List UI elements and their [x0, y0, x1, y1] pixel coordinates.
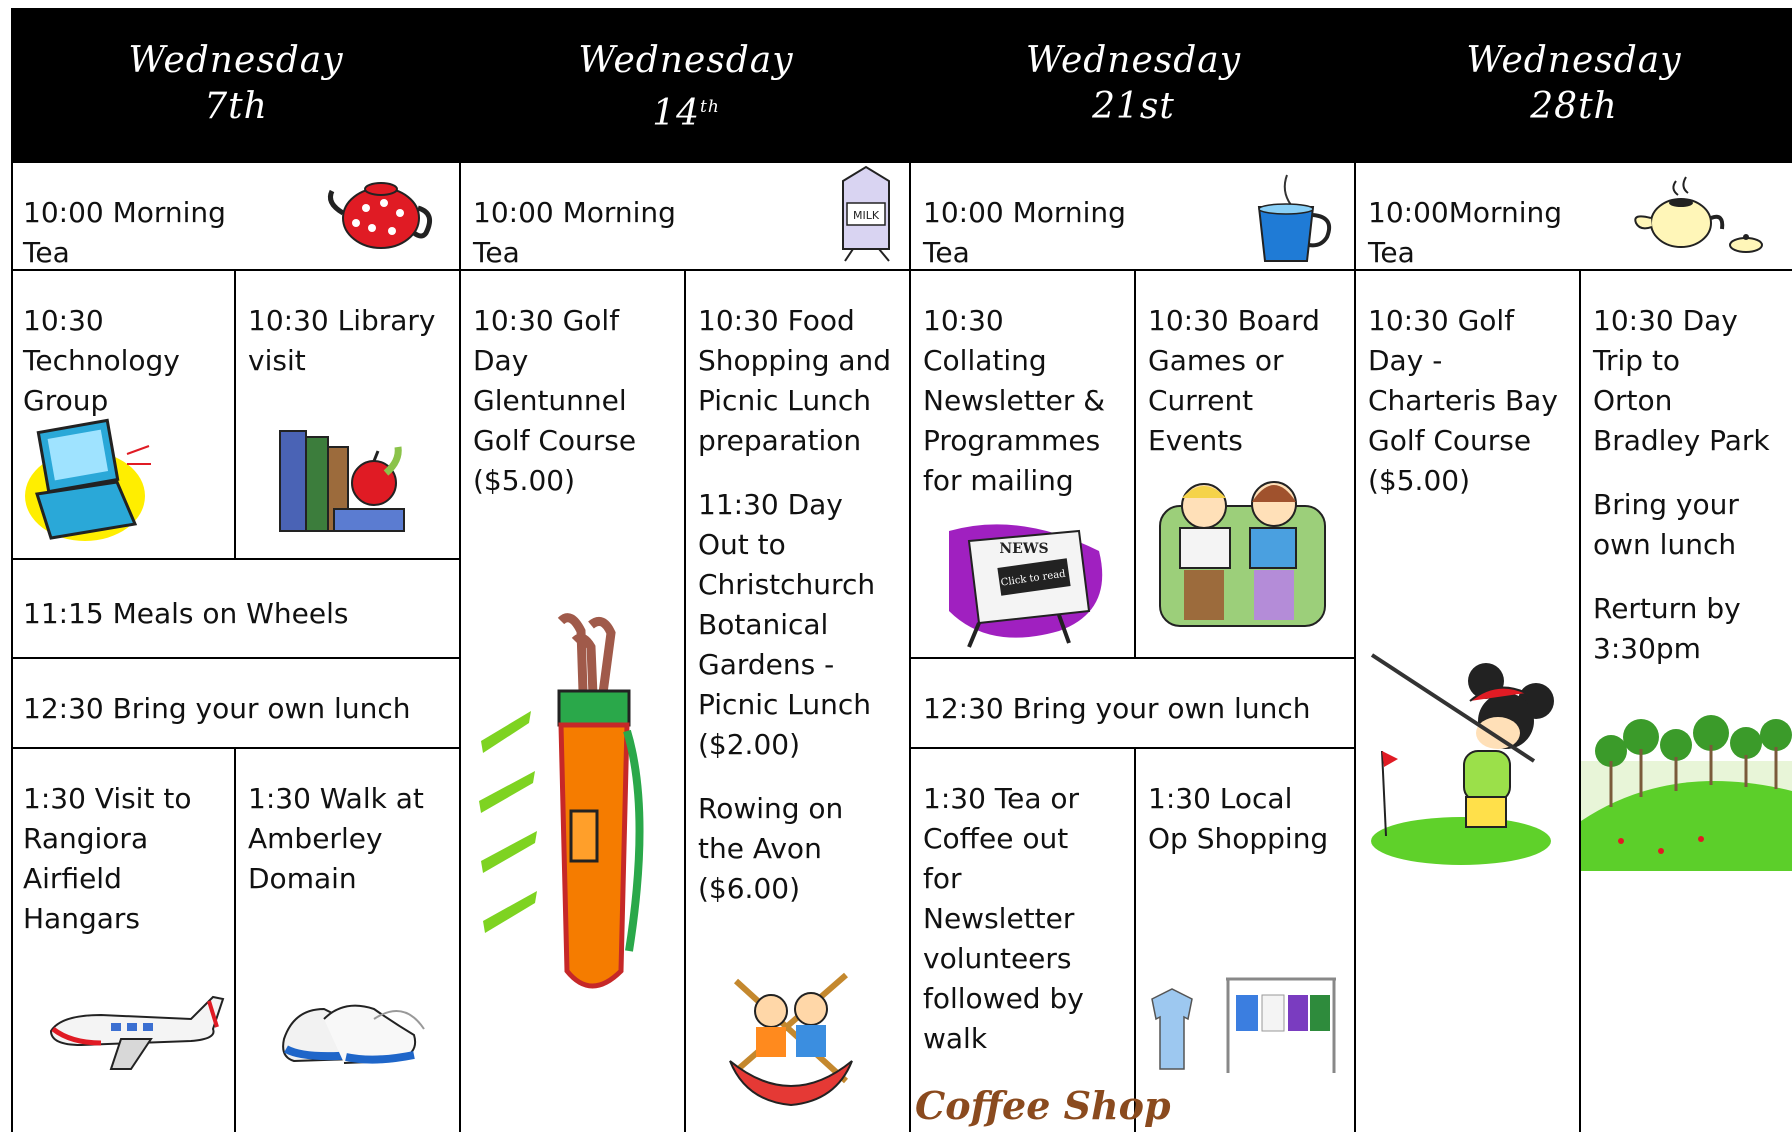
event-text: 10:00 Morning Tea [923, 196, 1126, 269]
event-text: 10:30 Library visit [248, 304, 436, 377]
header-day-name: Wednesday [1025, 40, 1242, 81]
clothes-rack-icon [1146, 969, 1346, 1079]
golf-bag-icon [471, 611, 666, 1011]
newspaper-icon [929, 511, 1114, 656]
event-text: 1:30 Visit to Rangiora Airfield Hangars [23, 782, 192, 935]
amberley-cell [236, 749, 461, 1132]
calendar-page [11, 8, 1792, 1132]
header-day-name: Wednesday [578, 40, 794, 81]
event-text: 10:00Morning Tea [1368, 196, 1563, 269]
event-text: 10:00 Morning Tea [473, 196, 676, 269]
header-day-suffix: th [700, 97, 720, 117]
tech-group-cell [11, 271, 236, 560]
laptop-icon [23, 416, 158, 551]
event-text: 1:30 Local Op Shopping [1148, 782, 1329, 855]
milk-label: MILK [852, 209, 880, 222]
morning-tea-cell-3 [911, 163, 1356, 271]
teacup-icon [1251, 171, 1341, 266]
park-landscape-icon [1581, 711, 1792, 871]
event-text: 12:30 Bring your own lunch [923, 692, 1311, 725]
coffee-out-cell [911, 749, 1171, 1132]
header-day-date: 14 [652, 93, 701, 134]
event-text: 10:30 Golf Day - Charteris Bay Golf Course ($5.00) [1368, 304, 1558, 497]
charteris-golf-cell [1356, 271, 1581, 1132]
event-text: 11:30 Day Out to Christchurch Botanical Gardens - Picnic Lunch ($2.00) [698, 488, 876, 761]
event-text: 1:30 Tea or Coffee out for Newsletter volunteers followed by walk [923, 782, 1084, 1055]
header-day-2 [461, 8, 911, 163]
rangiora-cell [11, 749, 236, 1132]
bring-lunch-cell-3 [911, 659, 1356, 749]
click-to-read-label: Click to read [1000, 568, 1067, 589]
event-text: 10:30 Collating Newsletter & Programmes for mailing [923, 304, 1106, 497]
rowing-boat-icon [716, 961, 866, 1121]
food-shopping-cell [686, 271, 911, 1132]
bring-lunch-cell-1 [11, 659, 461, 749]
event-text: Rowing on the Avon ($6.00) [698, 792, 844, 905]
header-day-1 [11, 8, 461, 163]
header-day-date: 7th [204, 86, 268, 127]
header-day-4 [1356, 8, 1792, 163]
event-text: 1:30 Walk at Amberley Domain [248, 782, 424, 895]
meals-on-wheels-cell [11, 560, 461, 659]
orton-bradley-cell [1581, 271, 1792, 1132]
event-text: 10:00 Morning Tea [23, 196, 226, 269]
collating-cell [911, 271, 1136, 659]
airplane-icon [41, 989, 226, 1079]
event-text: Bring your own lunch [1593, 488, 1739, 561]
header-day-date: 28th [1530, 86, 1618, 127]
header-day-3 [911, 8, 1356, 163]
coffee-shop-logo [911, 1067, 1171, 1132]
event-text: 10:30 Board Games or Current Events [1148, 304, 1320, 457]
sneakers-icon [274, 979, 434, 1089]
event-text: 10:30 Day Trip to Orton Bradley Park [1593, 304, 1770, 457]
morning-tea-cell-4 [1356, 163, 1792, 271]
coffee-shop-label: Coffee Shop [915, 1083, 1171, 1128]
couple-reading-icon [1154, 466, 1329, 646]
event-text: 10:30 Golf Day Glentunnel Golf Course ($5.00) [473, 304, 637, 497]
header-day-date: 21st [1092, 86, 1175, 127]
event-text: Rerturn by 3:30pm [1593, 592, 1741, 665]
event-text: 12:30 Bring your own lunch [23, 692, 411, 725]
news-label: NEWS [999, 541, 1049, 557]
op-shopping-cell [1136, 749, 1356, 1132]
books-icon [274, 421, 414, 536]
event-text: 11:15 Meals on Wheels [23, 597, 349, 630]
morning-tea-cell-2 [461, 163, 911, 271]
event-text: 10:30 Food Shopping and Picnic Lunch preparation [698, 304, 892, 457]
glentunnel-golf-cell [461, 271, 686, 1132]
milk-carton-icon [831, 163, 901, 263]
teapot-icon [1626, 173, 1766, 258]
morning-tea-cell-1 [11, 163, 461, 271]
event-text: 10:30 Technology Group [23, 304, 180, 417]
header-day-name: Wednesday [128, 40, 344, 81]
board-games-cell [1136, 271, 1356, 659]
library-cell [236, 271, 461, 560]
header-day-name: Wednesday [1466, 40, 1682, 81]
teapot-icon [326, 173, 436, 253]
mickey-golf-icon [1366, 651, 1566, 871]
